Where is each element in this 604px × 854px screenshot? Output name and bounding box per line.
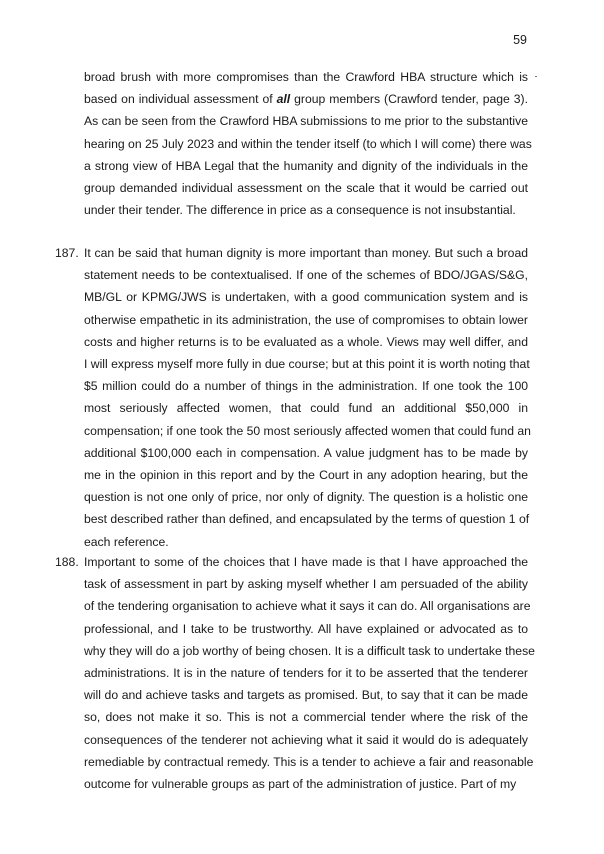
text-segment: most seriously affected women, that could fund an additional $50,000 in <box>84 401 528 416</box>
text-line <box>84 535 528 550</box>
text-line <box>84 246 528 261</box>
text-line <box>84 136 532 152</box>
text-segment: will do and achieve tasks and targets as promised. But, to say that it can be made <box>84 688 528 703</box>
text-segment: outcome for vulnerable groups as part of the administration of justice. Part of my <box>84 777 517 791</box>
text-line <box>84 490 528 505</box>
text-line <box>84 70 528 85</box>
text-line <box>84 357 528 372</box>
text-segment: Important to some of the choices that I have made is that I have approached the <box>84 555 528 569</box>
text-line <box>84 643 535 659</box>
text-segment: group members (Crawford tender, page 3). <box>290 92 528 107</box>
text-line <box>84 622 528 637</box>
text-segment: administrations. It is in the nature of tenders for it to be asserted that the tenderer <box>84 666 528 680</box>
emphasis-text: all <box>276 92 291 107</box>
text-segment: remediable by contractual remedy. This is a tender to achieve a fair and reasonable <box>84 754 534 769</box>
text-line <box>84 468 528 483</box>
text-line <box>84 710 528 725</box>
text-segment: It can be said that human dignity is more important than money. But such a broad <box>84 246 528 260</box>
text-segment: group demanded individual assessment on the scale that it would be carried out <box>84 181 528 195</box>
text-segment: question is not one only of price, nor only of dignity. The question is a holistic one <box>84 490 528 505</box>
text-segment: a strong view of HBA Legal that the humanity and dignity of the individuals in the <box>84 158 528 173</box>
text-segment: professional, and I take to be trustworthy. All have explained or advocated as to <box>84 621 528 636</box>
text-segment: $5 million could do a number of things in the administration. If one took the 100 <box>84 379 528 394</box>
text-segment: under their tender. The difference in price as a consequence is not insubstantial. <box>84 203 516 218</box>
text-line <box>84 599 531 614</box>
text-segment: based on individual assessment of <box>84 92 277 107</box>
text-line <box>84 446 528 461</box>
text-segment: task of assessment in part by asking myself whether I am persuaded of the ability <box>84 577 528 592</box>
text-segment: otherwise empathetic in its administration, the use of compromises to obtain lower <box>84 312 528 327</box>
text-line <box>84 777 528 792</box>
text-line <box>84 423 531 439</box>
text-line <box>84 754 534 770</box>
text-segment: hearing on 25 July 2023 and within the tender itself (to which I will come) there was <box>84 136 532 151</box>
text-line <box>84 688 528 703</box>
text-line <box>84 666 528 681</box>
text-line <box>84 181 528 196</box>
text-segment: consequences of the tenderer not achieving what it said it would do is adequately <box>84 732 528 747</box>
text-segment: broad brush with more compromises than the Crawford HBA structure which is <box>84 70 528 84</box>
text-segment: compensation; if one took the 50 most seriously affected women that could fund an <box>84 423 531 438</box>
text-line <box>84 379 528 394</box>
text-segment: As can be seen from the Crawford HBA submissions to me prior to the substantive <box>84 114 528 129</box>
text-segment: why they will do a job worthy of being chosen. It is a difficult task to undertake these <box>84 643 535 658</box>
text-segment: so, does not make it so. This is not a commercial tender where the risk of the <box>84 710 528 725</box>
paragraph-number: 188. <box>55 555 79 569</box>
paragraph-number: 187. <box>55 246 79 260</box>
text-line <box>84 159 528 174</box>
text-line <box>84 290 528 305</box>
text-segment: of the tendering organisation to achieve what it says it can do. All organisations are <box>84 599 531 614</box>
text-line <box>84 401 528 416</box>
text-segment: statement needs to be contextualised. If one of the schemes of BDO/JGAS/S&G, <box>84 268 528 283</box>
text-line <box>84 335 528 350</box>
text-segment: additional $100,000 each in compensation. A value judgment has to be made by <box>84 445 528 460</box>
text-segment: MB/GL or KPMG/JWS is undertaken, with a good communication system and is <box>84 290 528 305</box>
scan-speck <box>535 76 537 77</box>
text-line <box>84 114 528 129</box>
text-segment: costs and higher returns is to be evaluated as a whole. Views may well differ, and <box>84 334 528 349</box>
text-segment: each reference. <box>84 534 169 549</box>
text-line <box>84 555 528 570</box>
text-segment: best described rather than defined, and encapsulated by the terms of question 1 of <box>84 512 530 527</box>
text-line <box>84 733 528 748</box>
text-segment: I will express myself more fully in due course; but at this point it is worth noting that <box>84 357 530 371</box>
text-line <box>84 313 528 328</box>
text-line <box>84 203 528 218</box>
text-line <box>84 92 528 107</box>
text-line <box>84 512 528 527</box>
text-line <box>84 268 528 283</box>
text-line <box>84 577 528 592</box>
page-number: 59 <box>513 33 527 47</box>
text-segment: me in the opinion in this report and by the Court in any adoption hearing, but the <box>84 468 528 482</box>
